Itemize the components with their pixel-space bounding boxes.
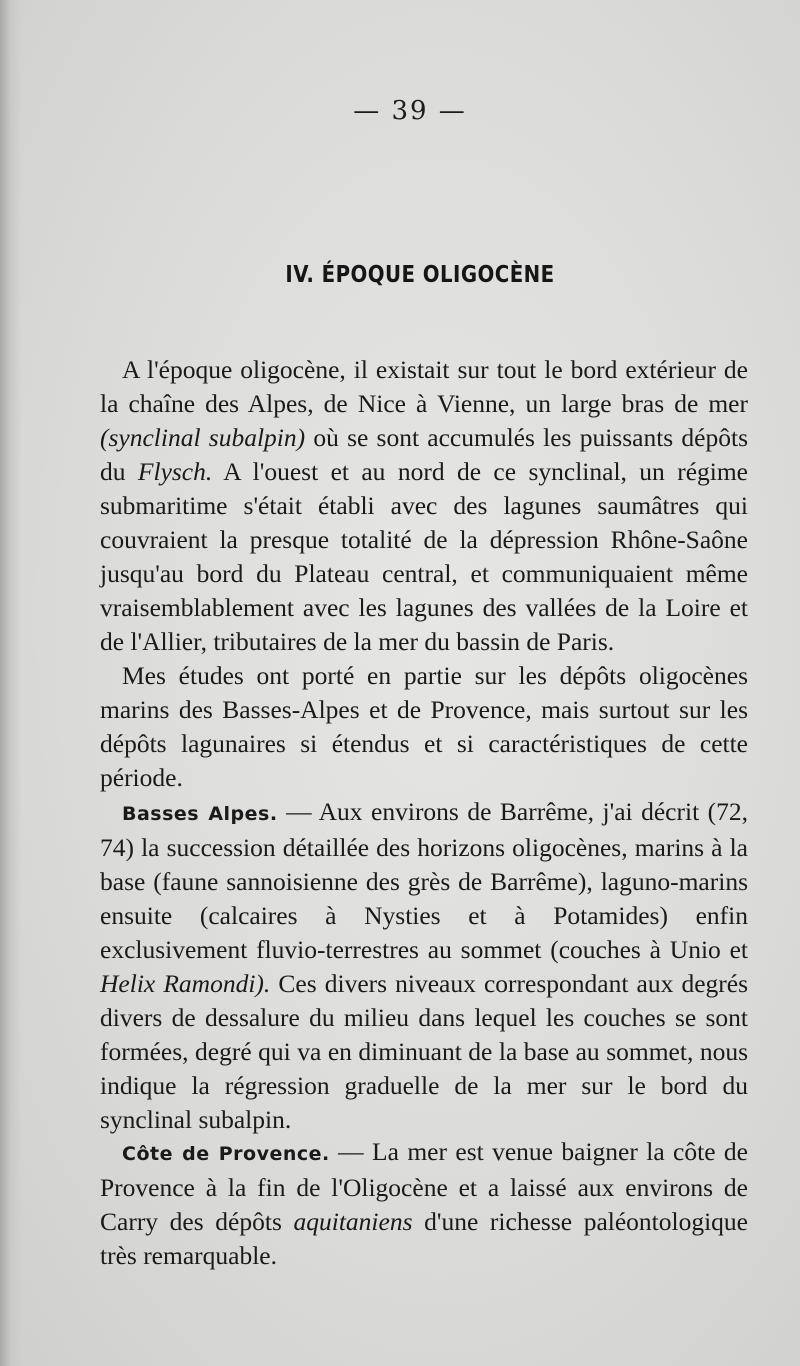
- paragraph-text: [100, 659, 748, 795]
- paragraph-basses-alpes: [100, 795, 748, 1137]
- paragraph-cote-de-provence: [100, 1135, 748, 1273]
- text-run: Mes études ont porté en partie sur les dépôts oligocènes marins des Basses-Alpes et de Provence, mais surtout sur les dépôts lagunaires si étendus et si caractéristiques de cette période.: [100, 661, 748, 792]
- text-run: d'une richesse paléontologique très remarquable.: [100, 1207, 748, 1270]
- italic-term-flysch: Flysch.: [137, 457, 213, 486]
- lead-heading-cote-de-provence: Côte de Provence.: [122, 1143, 330, 1165]
- paragraph-studies: [100, 659, 748, 795]
- paragraph-text: [100, 353, 748, 659]
- italic-term-aquitaniens: aquitaniens: [293, 1207, 413, 1236]
- section-title: IV. ÉPOQUE OLIGOCÈNE: [285, 262, 555, 288]
- italic-term-helix: Helix Ramondi).: [100, 969, 271, 998]
- page-number: — 39 —: [353, 96, 467, 126]
- text-run: — La mer est venue baigner la côte de Provence à la fin de l'Oligocène et a laissé aux environs de Carry des dépôts: [100, 1137, 748, 1236]
- page-edge-shadow: [0, 0, 22, 1366]
- text-run: où se sont accumulés les puissants dépôts du: [100, 423, 749, 486]
- paragraph-text: [100, 795, 748, 1137]
- lead-heading-basses-alpes: Basses Alpes.: [122, 803, 278, 825]
- paragraph-text: [100, 1135, 748, 1273]
- italic-term-synclinal: (synclinal subalpin): [100, 423, 306, 452]
- text-run: Ces divers niveaux correspondant aux degrés divers de dessalure du milieu dans lequel les couches se sont formées, degré qui va en diminuant de la base au sommet, nous indique la régression graduelle de la mer sur le bord du synclinal subalpin.: [100, 969, 749, 1134]
- paragraph-oligocene-intro: [100, 353, 748, 659]
- text-run: A l'ouest et au nord de ce synclinal, un régime submaritime s'était établi avec des lagunes saumâtres qui couvraient la presque totalité de la dépression Rhône-Saône jusqu'au bord du Plateau central, et communiquaient même vraisemblablement avec les lagunes des vallées de la Loire et de l'Allier, tributaires de la mer du bassin de Paris.: [100, 457, 749, 656]
- text-run: — Aux environs de Barrême, j'ai décrit (72, 74) la succession détaillée des horizons oligocènes, marins à la base (faune sannoisienne des grès de Barrême), laguno-marins ensuite (calcaires à Nysties et à Potamides) enfin exclusivement fluvio-terrestres au sommet (couches à Unio et: [100, 797, 748, 964]
- text-run: A l'époque oligocène, il existait sur tout le bord extérieur de la chaîne des Alpes, de Nice à Vienne, un large bras de mer: [100, 355, 748, 418]
